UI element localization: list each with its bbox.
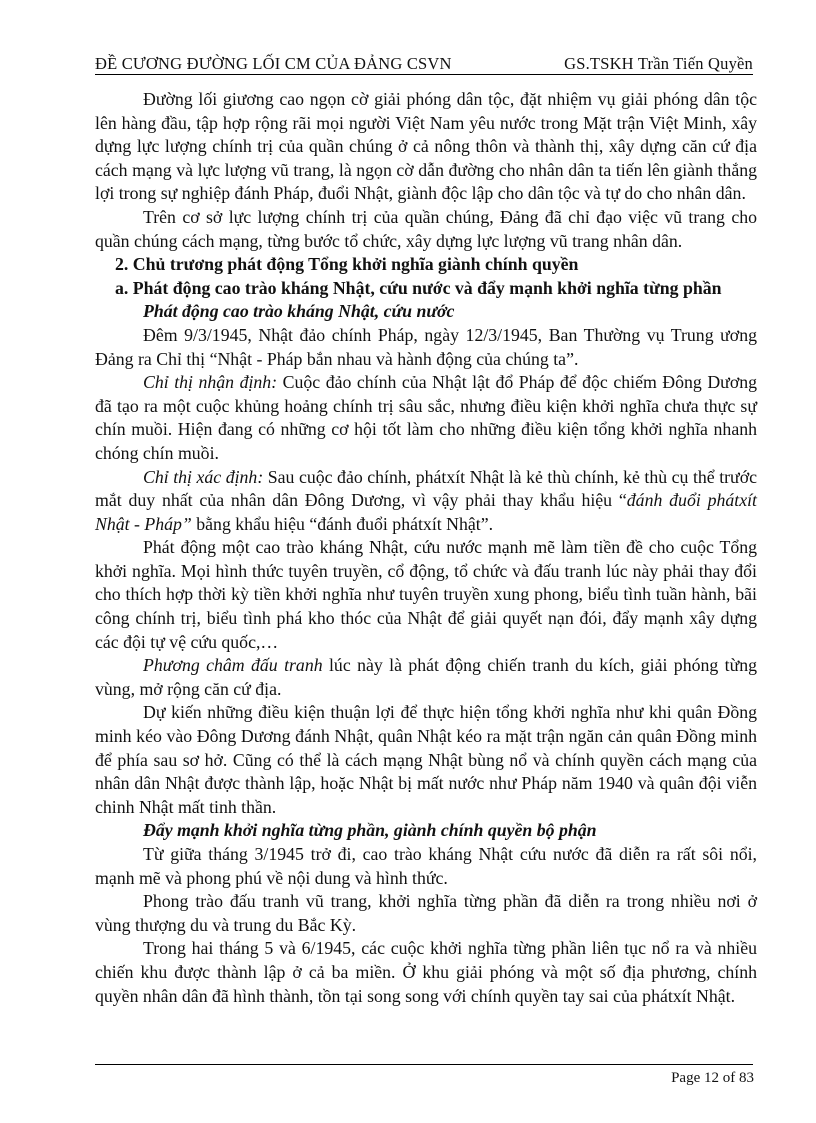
directive-assessment-text: Cuộc đảo chính của Nhật lật đổ Pháp để độc chiếm Đông Dương đã tạo ra một cuộc khủng hoảng chính trị sâu sắc, nhưng điều kiện khởi nghĩa chưa thực sự chín muồi. Hiện đang có những cơ hội tốt làm cho những điều kiện tổng khởi nghĩa nhanh chóng chín muồi. [95,372,757,463]
footer-divider [95,1064,753,1065]
section-heading-2: 2. Chủ trương phát động Tổng khởi nghĩa giành chính quyền [115,254,579,275]
subheading-partial-uprisings: Đẩy mạnh khởi nghĩa từng phần, giành chính quyền bộ phận [143,820,597,841]
struggle-motto-label: Phương châm đấu tranh [143,655,323,676]
paragraph-directive-determination [95,466,757,537]
paragraph-armed-struggle: Phong trào đấu tranh vũ trang, khởi nghĩa từng phần đã diễn ra trong nhiều nơi ở vùng thượng du và trung du Bắc Kỳ. [95,891,757,935]
page-number: Page 12 of 83 [671,1070,754,1086]
subheading-anti-japanese-movement: Phát động cao trào kháng Nhật, cứu nước [143,301,455,322]
paragraph-strategy: Đường lối giương cao ngọn cờ giải phóng dân tộc, đặt nhiệm vụ giải phóng dân tộc lên hàng đầu, tập hợp rộng rãi mọi người Việt Nam yêu nước trong Mặt trận Việt Minh, xây dựng lực lượng chính trị của quần chúng ở cả nông thôn và thành thị, xây dựng căn cứ địa cách mạng và lực lượng vũ trang, là ngọn cờ dẫn đường cho nhân dân ta tiến lên giành thắng lợi trong sự nghiệp đánh Pháp, đuổi Nhật, giành độc lập cho dân tộc và tự do cho nhân dân. [95,89,757,204]
page-header [95,52,753,75]
document-body [95,88,757,1008]
struggle-motto-text: lúc này là phát động chiến tranh du kích, giải phóng từng vùng, mở rộng căn cứ địa. [95,655,758,699]
directive-determination-text-b: bằng khẩu hiệu “đánh đuổi phátxít Nhật”. [191,513,494,534]
paragraph-armed-forces: Trên cơ sở lực lượng chính trị của quần chúng, Đảng đã chỉ đạo việc vũ trang cho quần chúng cách mạng, từng bước tổ chức, xây dựng lực lượng vũ trang nhân dân. [95,206,757,251]
directive-assessment-label: Chỉ thị nhận định: [143,372,278,393]
paragraph-may-june-1945: Trong hai tháng 5 và 6/1945, các cuộc khởi nghĩa từng phần liên tục nổ ra và nhiều chiến khu được thành lập ở cả ba miền. Ở khu giải phóng và một số địa phương, chính quyền nhân dân đã hình thành, tồn tại song song với chính quyền tay sai của phátxít Nhật. [95,938,757,1006]
directive-determination-label: Chỉ thị xác định: [143,466,264,487]
directive-old-slogan: đánh đuổi phátxít Nhật - Pháp” [95,490,757,534]
paragraph-favorable-conditions: Dự kiến những điều kiện thuận lợi để thực hiện tổng khởi nghĩa như khi quân Đồng minh kéo vào Đông Dương đánh Nhật, quân Nhật kéo ra mặt trận ngăn cản quân Đồng minh để phía sau sơ hở. Cũng có thể là cách mạng Nhật bùng nổ và chính quyền cách mạng của nhân dân Nhật được thành lập, hoặc Nhật bị mất nước như Pháp năm 1940 và quân đội viễn chinh Nhật mất tinh thần. [95,702,757,817]
directive-determination-text-a: Sau cuộc đảo chính, phátxít Nhật là kẻ thù chính, kẻ thù cụ thể trước mắt duy nhất của nhân dân Đông Dương, vì vậy phải thay khẩu hiệu “ [95,466,757,511]
paragraph-launch-movement: Phát động một cao trào kháng Nhật, cứu nước mạnh mẽ làm tiền đề cho cuộc Tổng khởi nghĩa. Mọi hình thức tuyên truyền, cổ động, tổ chức và đấu tranh lúc này phải thay đổi cho thích hợp thời kỳ tiền khởi nghĩa như tuyên truyền xung phong, biểu tình tuần hành, bãi công chính trị, biểu tình phá kho thóc của Nhật để giải quyết nạn đói, đẩy mạnh xây dựng các đội tự vệ cứu quốc,… [95,537,757,652]
paragraph-directive-assessment [95,371,757,465]
paragraph-mid-march: Từ giữa tháng 3/1945 trở đi, cao trào kháng Nhật cứu nước đã diễn ra rất sôi nổi, mạnh mẽ và phong phú về nội dung và hình thức. [95,844,757,888]
paragraph-march-1945: Đêm 9/3/1945, Nhật đảo chính Pháp, ngày 12/3/1945, Ban Thường vụ Trung ương Đảng ra Chỉ thị “Nhật - Pháp bắn nhau và hành động của chúng ta”. [95,324,757,369]
paragraph-struggle-motto [95,654,757,701]
subsection-heading-a: a. Phát động cao trào kháng Nhật, cứu nước và đẩy mạnh khởi nghĩa từng phần [115,277,722,298]
header-document-title: ĐỀ CƯƠNG ĐƯỜNG LỐI CM CỦA ĐẢNG CSVN [95,54,452,73]
header-author: GS.TSKH Trần Tiến Quyền [564,54,753,73]
